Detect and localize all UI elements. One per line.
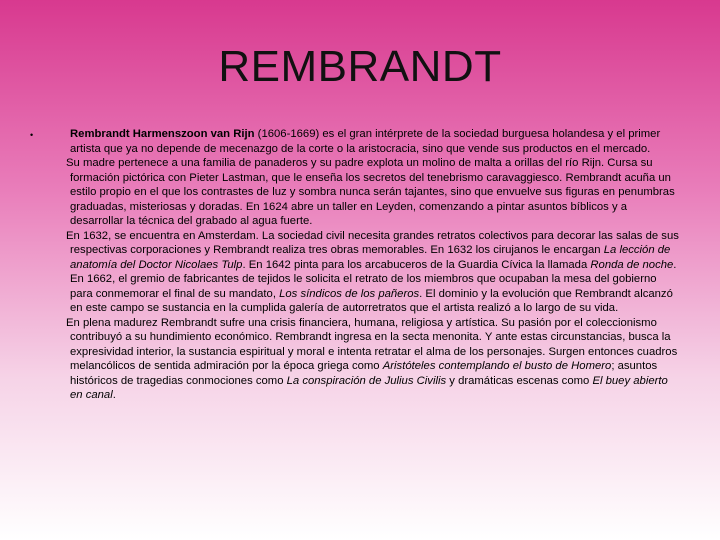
work-title: La conspiración de Julius Civilis xyxy=(286,374,447,387)
paragraph-text: y dramáticas escenas como xyxy=(446,374,593,387)
paragraph-text: (1606-1669) es el gran intérprete de la sociedad burguesa holandesa y el primer artista que ya no depende de mecenazgo de la corte o la aristocracia, sino que vende sus productos en el mercado. xyxy=(70,128,661,155)
paragraph-text: En plena madurez Rembrandt sufre una crisis financiera, humana, religiosa y artística. Su pasión por el coleccionismo contribuyó a su hundimiento económico. Rembrandt ingresa en la secta menonita. Y ante estas circunstancias, busca la expresividad interior, la sustancia espiritual y moral e intenta retratar el alma de los personajes. Surgen entonces cuadros melancólicos de sentida admiración por la época griega como xyxy=(66,316,678,372)
bullet-marker: • xyxy=(30,130,34,140)
paragraph-maturity xyxy=(66,316,680,403)
paragraph-text: En 1632, se encuentra en Amsterdam. La sociedad civil necesita grandes retratos colectivos para decorar las salas de sus respectivas corporaciones y Rembrandt realiza tres obras memorables. En 1632 los cirujanos le encargan xyxy=(66,229,679,256)
paragraph-text: Su madre pertenece a una familia de panaderos y su padre explota un molino de malta a orillas del río Rijn. Cursa su formación pictórica con Pieter Lastman, que le enseña los secretos del tenebrismo caravaggiesco. Rembrandt acuña un estilo propio en el que los contrastes de luz y sombra nunca serán tajantes, sino que envuelve sus figuras en penumbras graduadas, misteriosas y doradas. En 1624 abre un taller en Leyden, comenzando a pintar asuntos bíblicos y a desarrollar la técnica del grabado al agua fuerte. xyxy=(66,157,675,227)
paragraph-origins xyxy=(66,156,680,229)
slide-body xyxy=(66,127,680,403)
paragraph-text: . En 1642 pinta para los arcabuceros de la Guardia Cívica la llamada xyxy=(242,258,591,271)
work-title: Los síndicos de los pañeros xyxy=(279,287,420,300)
work-title: La lección de anatomía del Doctor Nicolaes Tulp xyxy=(70,244,671,271)
work-title: Ronda de noche xyxy=(590,258,674,271)
paragraph-text: . En 1662, el gremio de fabricantes de tejidos le solicita el retrato de los miembros que ocupaban la mesa del gobierno para conmemorar el final de su mandato, xyxy=(70,258,677,300)
paragraph-amsterdam xyxy=(66,229,680,316)
paragraph-text: . El dominio y la evolución que Rembrandt alcanzó en este campo se sustancia en la cumplida galería de autorretratos que el artista realizó a lo largo de su vida. xyxy=(70,287,673,314)
artist-name: Rembrandt Harmenszoon van Rijn xyxy=(70,128,255,140)
paragraph-intro xyxy=(66,127,680,156)
paragraph-text: . xyxy=(112,389,116,401)
slide-title: REMBRANDT xyxy=(218,42,502,91)
work-title: Aristóteles contemplando el busto de Homero xyxy=(382,360,612,372)
work-title: El buey abierto en canal xyxy=(70,374,668,401)
paragraph-text: ; asuntos históricos de tragedias conmociones como xyxy=(70,360,658,387)
